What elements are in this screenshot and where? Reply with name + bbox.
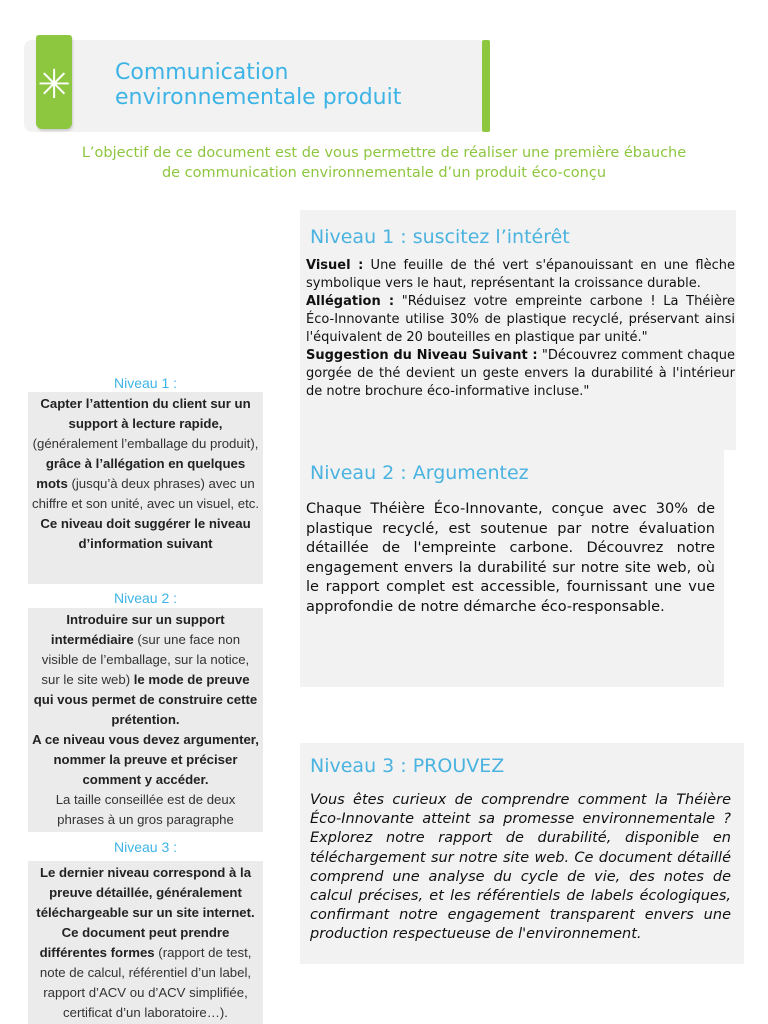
guide-level2-text-1: (sur une face non visible de l’emballage, sur la notice, sur le site web)	[41, 632, 250, 687]
guide-level3-heading: Niveau 3 :	[113, 839, 178, 855]
panel-niveau2-body	[306, 500, 715, 617]
panel-niveau3-body	[310, 791, 731, 945]
panel-niveau2-text: Chaque Théière Éco-Innovante, conçue avec 30% de plastique recyclé, est soutenue par notre évaluation détaillée de l'empreinte carbone. Découvrez notre engagement envers la durabilité sur notre site web, où le rapport complet est accessible, fournissant une vue approfondie de notre démarche éco-responsable.	[306, 501, 715, 615]
visuel-label: Visuel :	[306, 258, 364, 273]
panel-niveau3-text: Vous êtes curieux de comprendre comment la Théière Éco-Innovante atteint sa promesse environnementale ? Explorez notre rapport de durabilité, disponible en téléchargement sur notre site web. Ce document détaillé comprend une analyse du cycle de vie, des notes de calcul précises, et les référentiels de labels écologiques, confirmant notre engagement transparent envers une production respectueuse de l'environnement.	[310, 792, 731, 943]
panel-niveau3-title: Niveau 3 : PROUVEZ	[310, 755, 505, 777]
guide-level2-text	[32, 610, 259, 730]
page-title	[115, 60, 475, 110]
guide-level1-heading: Niveau 1 :	[113, 375, 178, 391]
suggestion-label: Suggestion du Niveau Suivant :	[306, 348, 538, 363]
guide-level3-text-2: (rapport de test, note de calcul, référentiel d’un label, rapport d’ACV ou d’ACV simplifiée, certificat d’un laboratoire…).	[39, 945, 252, 1020]
guide-level1-bold-1: Capter l’attention du client sur un support à lecture rapide,	[40, 396, 251, 431]
guide-level1-text-1: (généralement l’emballage du produit),	[32, 436, 259, 451]
title-line-1: Communication	[115, 60, 289, 85]
subtitle-line-2: de communication environnementale d’un produit éco-conçu	[161, 165, 607, 181]
panel-niveau1-body	[306, 257, 735, 401]
panel-niveau1-title: Niveau 1 : suscitez l’intérêt	[310, 226, 570, 248]
guide-level2-text-3: La taille conseillée est de deux phrases à un gros paragraphe	[55, 792, 236, 827]
guide-level2-box	[28, 608, 263, 832]
guide-level1-bold-2: grâce à l’allégation en quelques mots	[36, 456, 246, 491]
guide-level3-box	[28, 861, 263, 1024]
guide-level2-bold-2: le mode de preuve qui vous permet de construire cette prétention.	[33, 672, 258, 727]
guide-level1-text-2: (jusqu’à deux phrases) avec un chiffre et son unité, avec un visuel, etc.	[32, 476, 260, 511]
asterisk-icon: ✳	[37, 62, 71, 108]
guide-level2-heading: Niveau 2 :	[113, 590, 178, 606]
guide-level3-bold-1: Le dernier niveau correspond à la preuve détaillée, généralement téléchargeable sur un site internet.	[36, 865, 255, 920]
guide-level1-text	[32, 394, 259, 514]
guide-level1-box	[28, 392, 263, 584]
allegation-label: Allégation :	[306, 294, 395, 309]
guide-level3-bold-2: Ce document peut prendre différentes formes	[39, 925, 230, 960]
subtitle-line-1: L’objectif de ce document est de vous permettre de réaliser une première ébauche	[81, 145, 687, 161]
guide-level3-text	[32, 923, 259, 1023]
allegation-text: "Réduisez votre empreinte carbone ! La Théière Éco-Innovante utilise 30% de plastique recyclé, préservant ainsi l'équivalent de 20 bouteilles en plastique par unité."	[306, 294, 735, 345]
panel-niveau2-title: Niveau 2 : Argumentez	[310, 462, 529, 484]
header-accent-bar	[482, 40, 490, 132]
guide-level1-bold-3: Ce niveau doit suggérer le niveau d’information suivant	[40, 516, 251, 551]
guide-level2-bold-3: A ce niveau vous devez argumenter, nommer la preuve et préciser comment y accéder.	[32, 732, 259, 787]
visuel-text: Une feuille de thé vert s'épanouissant en une flèche symbolique vers le haut, représentant la croissance durable.	[306, 258, 735, 291]
suggestion-text: "Découvrez comment chaque gorgée de thé devient un geste envers la durabilité à l'intérieur de notre brochure éco-informative incluse."	[306, 348, 736, 399]
page-subtitle	[40, 143, 728, 183]
title-line-2: environnementale produit	[115, 85, 402, 110]
guide-level2-bold-1: Introduire sur un support intermédiaire	[50, 612, 225, 647]
